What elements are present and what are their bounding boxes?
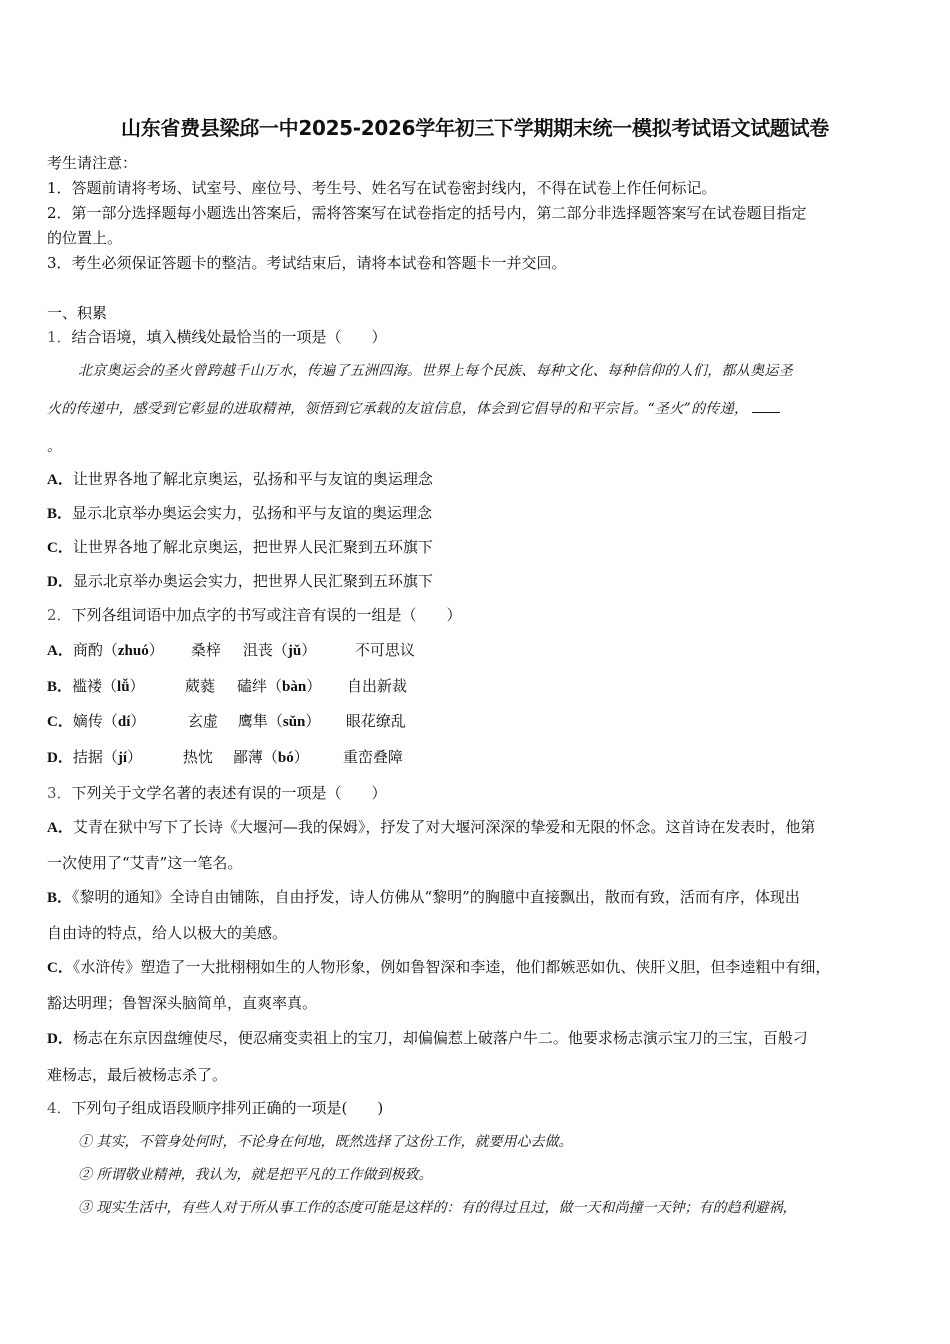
q1-passage-text: 火的传递中，感受到它彰显的进取精神，领悟到它承载的友谊信息，体会到它倡导的和平宗旨。“圣火”的传递， (47, 401, 749, 417)
question-stem: 结合语境，填入横线处最恰当的一项是（ ） (71, 328, 387, 346)
option-letter: D． (47, 750, 73, 766)
notice-heading: 考生请注意： (47, 154, 138, 172)
question-number: 3． (47, 784, 72, 802)
option-text: 《水浒传》塑造了一大批栩栩如生的人物形象，例如鲁智深和李逵，他们都嫉恶如仇、侠肝义胆，但李逵粗中有细， (72, 958, 831, 976)
word-4: 不可思议 (354, 641, 415, 659)
option-letter: B． (47, 679, 73, 695)
word-3: 沮丧（jǔ） (242, 641, 317, 659)
question-3 (47, 782, 387, 803)
word-2: 热忱 (182, 748, 213, 766)
notice-item-1: 1．答题前请将考场、试室号、座位号、考生号、姓名写在试卷密封线内，不得在试卷上作任何标记。 (47, 179, 717, 197)
answer-blank (752, 398, 780, 413)
notice-item-2: 2．第一部分选择题每小题选出答案后，需将答案写在试卷指定的括号内，第二部分非选择题答案写在试卷题目指定 (47, 204, 807, 222)
q3-option-a (47, 816, 815, 837)
word-2: 桑梓 (190, 641, 221, 659)
question-number: 4． (47, 1099, 72, 1117)
q3-option-a-cont: 一次使用了“艾青”这一笔名。 (47, 854, 243, 872)
q3-option-b-cont: 自由诗的特点，给人以极大的美感。 (47, 924, 288, 942)
option-text: 艾青在狱中写下了长诗《大堰河—我的保姆》，抒发了对大堰河深深的挚爱和无限的怀念。这首诗在发表时，他第 (72, 818, 816, 836)
option-text: 《黎明的通知》全诗自由铺陈，自由抒发，诗人仿佛从“黎明”的胸臆中直接飘出，散而有致，活而有序，体现出 (72, 888, 800, 906)
option-letter: C． (47, 714, 73, 730)
q1-option-b (47, 502, 432, 523)
word-3: 磕绊（bàn） (237, 677, 322, 695)
option-text: 让世界各地了解北京奥运，把世界人民汇聚到五环旗下 (72, 538, 433, 556)
q4-sentence-3: ③ 现实生活中，有些人对于所从事工作的态度可能是这样的：有的得过且过，做一天和尚撞一天钟；有的趋利避祸， (78, 1200, 797, 1216)
q3-option-b (47, 886, 800, 907)
exam-title: 山东省费县梁邱一中2025-2026学年初三下学期期末统一模拟考试语文试题试卷 (121, 116, 829, 140)
question-1 (47, 326, 387, 347)
question-stem: 下列各组词语中加点字的书写或注音有误的一组是（ ） (71, 606, 462, 624)
option-text: 杨志在东京因盘缠使尽，便忍痛变卖祖上的宝刀，却偏偏惹上破落户牛二。他要求杨志演示宝刀的三宝，百般刁 (72, 1029, 808, 1047)
option-letter: B． (47, 506, 73, 522)
question-number: 1． (47, 328, 72, 346)
q1-passage-line-1: 北京奥运会的圣火曾跨越千山万水，传遍了五洲四海。世界上每个民族、每种文化、每种信仰的人们，都从奥运圣 (78, 363, 793, 379)
word-1: 商酌（zhuó） (72, 641, 164, 659)
q3-option-c-cont: 豁达明理；鲁智深头脑简单，直爽率真。 (47, 994, 318, 1012)
word-4: 重峦叠障 (342, 748, 403, 766)
q3-option-c (47, 956, 830, 977)
word-1: 拮据（jí） (72, 748, 143, 766)
q1-passage-line-2 (47, 398, 780, 418)
option-letter: A． (47, 643, 73, 659)
word-2: 葳蕤 (185, 677, 216, 695)
q2-option-b (47, 675, 407, 696)
section-heading: 一、积累 (47, 304, 108, 322)
q4-sentence-1: ① 其实，不管身处何时，不论身在何地，既然选择了这份工作，就要用心去做。 (78, 1134, 573, 1150)
q1-option-c (47, 536, 433, 557)
notice-item-2-cont: 的位置上。 (47, 229, 123, 247)
q1-option-a (47, 468, 433, 489)
q3-option-d (47, 1027, 808, 1048)
option-text: 让世界各地了解北京奥运，弘扬和平与友谊的奥运理念 (72, 470, 433, 488)
option-letter: A． (47, 820, 73, 836)
option-letter: D． (47, 574, 73, 590)
notice-item-3: 3．考生必须保证答题卡的整洁。考试结束后，请将本试卷和答题卡一并交回。 (47, 254, 567, 272)
q1-passage-line-3: 。 (47, 439, 62, 455)
word-4: 眼花缭乱 (345, 712, 406, 730)
word-4: 自出新裁 (347, 677, 408, 695)
option-text: 显示北京举办奥运会实力，弘扬和平与友谊的奥运理念 (72, 504, 433, 522)
q4-sentence-2: ② 所谓敬业精神，我认为，就是把平凡的工作做到极致。 (78, 1167, 433, 1183)
word-2: 玄虚 (187, 712, 218, 730)
q2-option-a (47, 639, 415, 660)
question-number: 2． (47, 606, 72, 624)
q2-option-d (47, 746, 403, 767)
question-2 (47, 604, 462, 625)
word-1: 褴褛（lǚ） (72, 677, 145, 695)
question-stem: 下列句子组成语段顺序排列正确的一项是( ) (71, 1099, 384, 1117)
word-3: 鹰隼（sǔn） (237, 712, 321, 730)
question-4 (47, 1097, 383, 1118)
option-letter: C． (47, 540, 73, 556)
q3-option-d-cont: 难杨志，最后被杨志杀了。 (47, 1066, 228, 1084)
option-letter: A． (47, 472, 73, 488)
question-stem: 下列关于文学名著的表述有误的一项是（ ） (71, 784, 387, 802)
word-1: 嫡传（dí） (72, 712, 146, 730)
q2-option-c (47, 710, 406, 731)
option-letter: C． (47, 960, 73, 976)
q1-option-d (47, 570, 433, 591)
option-letter: D． (47, 1031, 73, 1047)
option-letter: B． (47, 890, 73, 906)
word-3: 鄙薄（bó） (232, 748, 309, 766)
option-text: 显示北京举办奥运会实力，把世界人民汇聚到五环旗下 (72, 572, 433, 590)
